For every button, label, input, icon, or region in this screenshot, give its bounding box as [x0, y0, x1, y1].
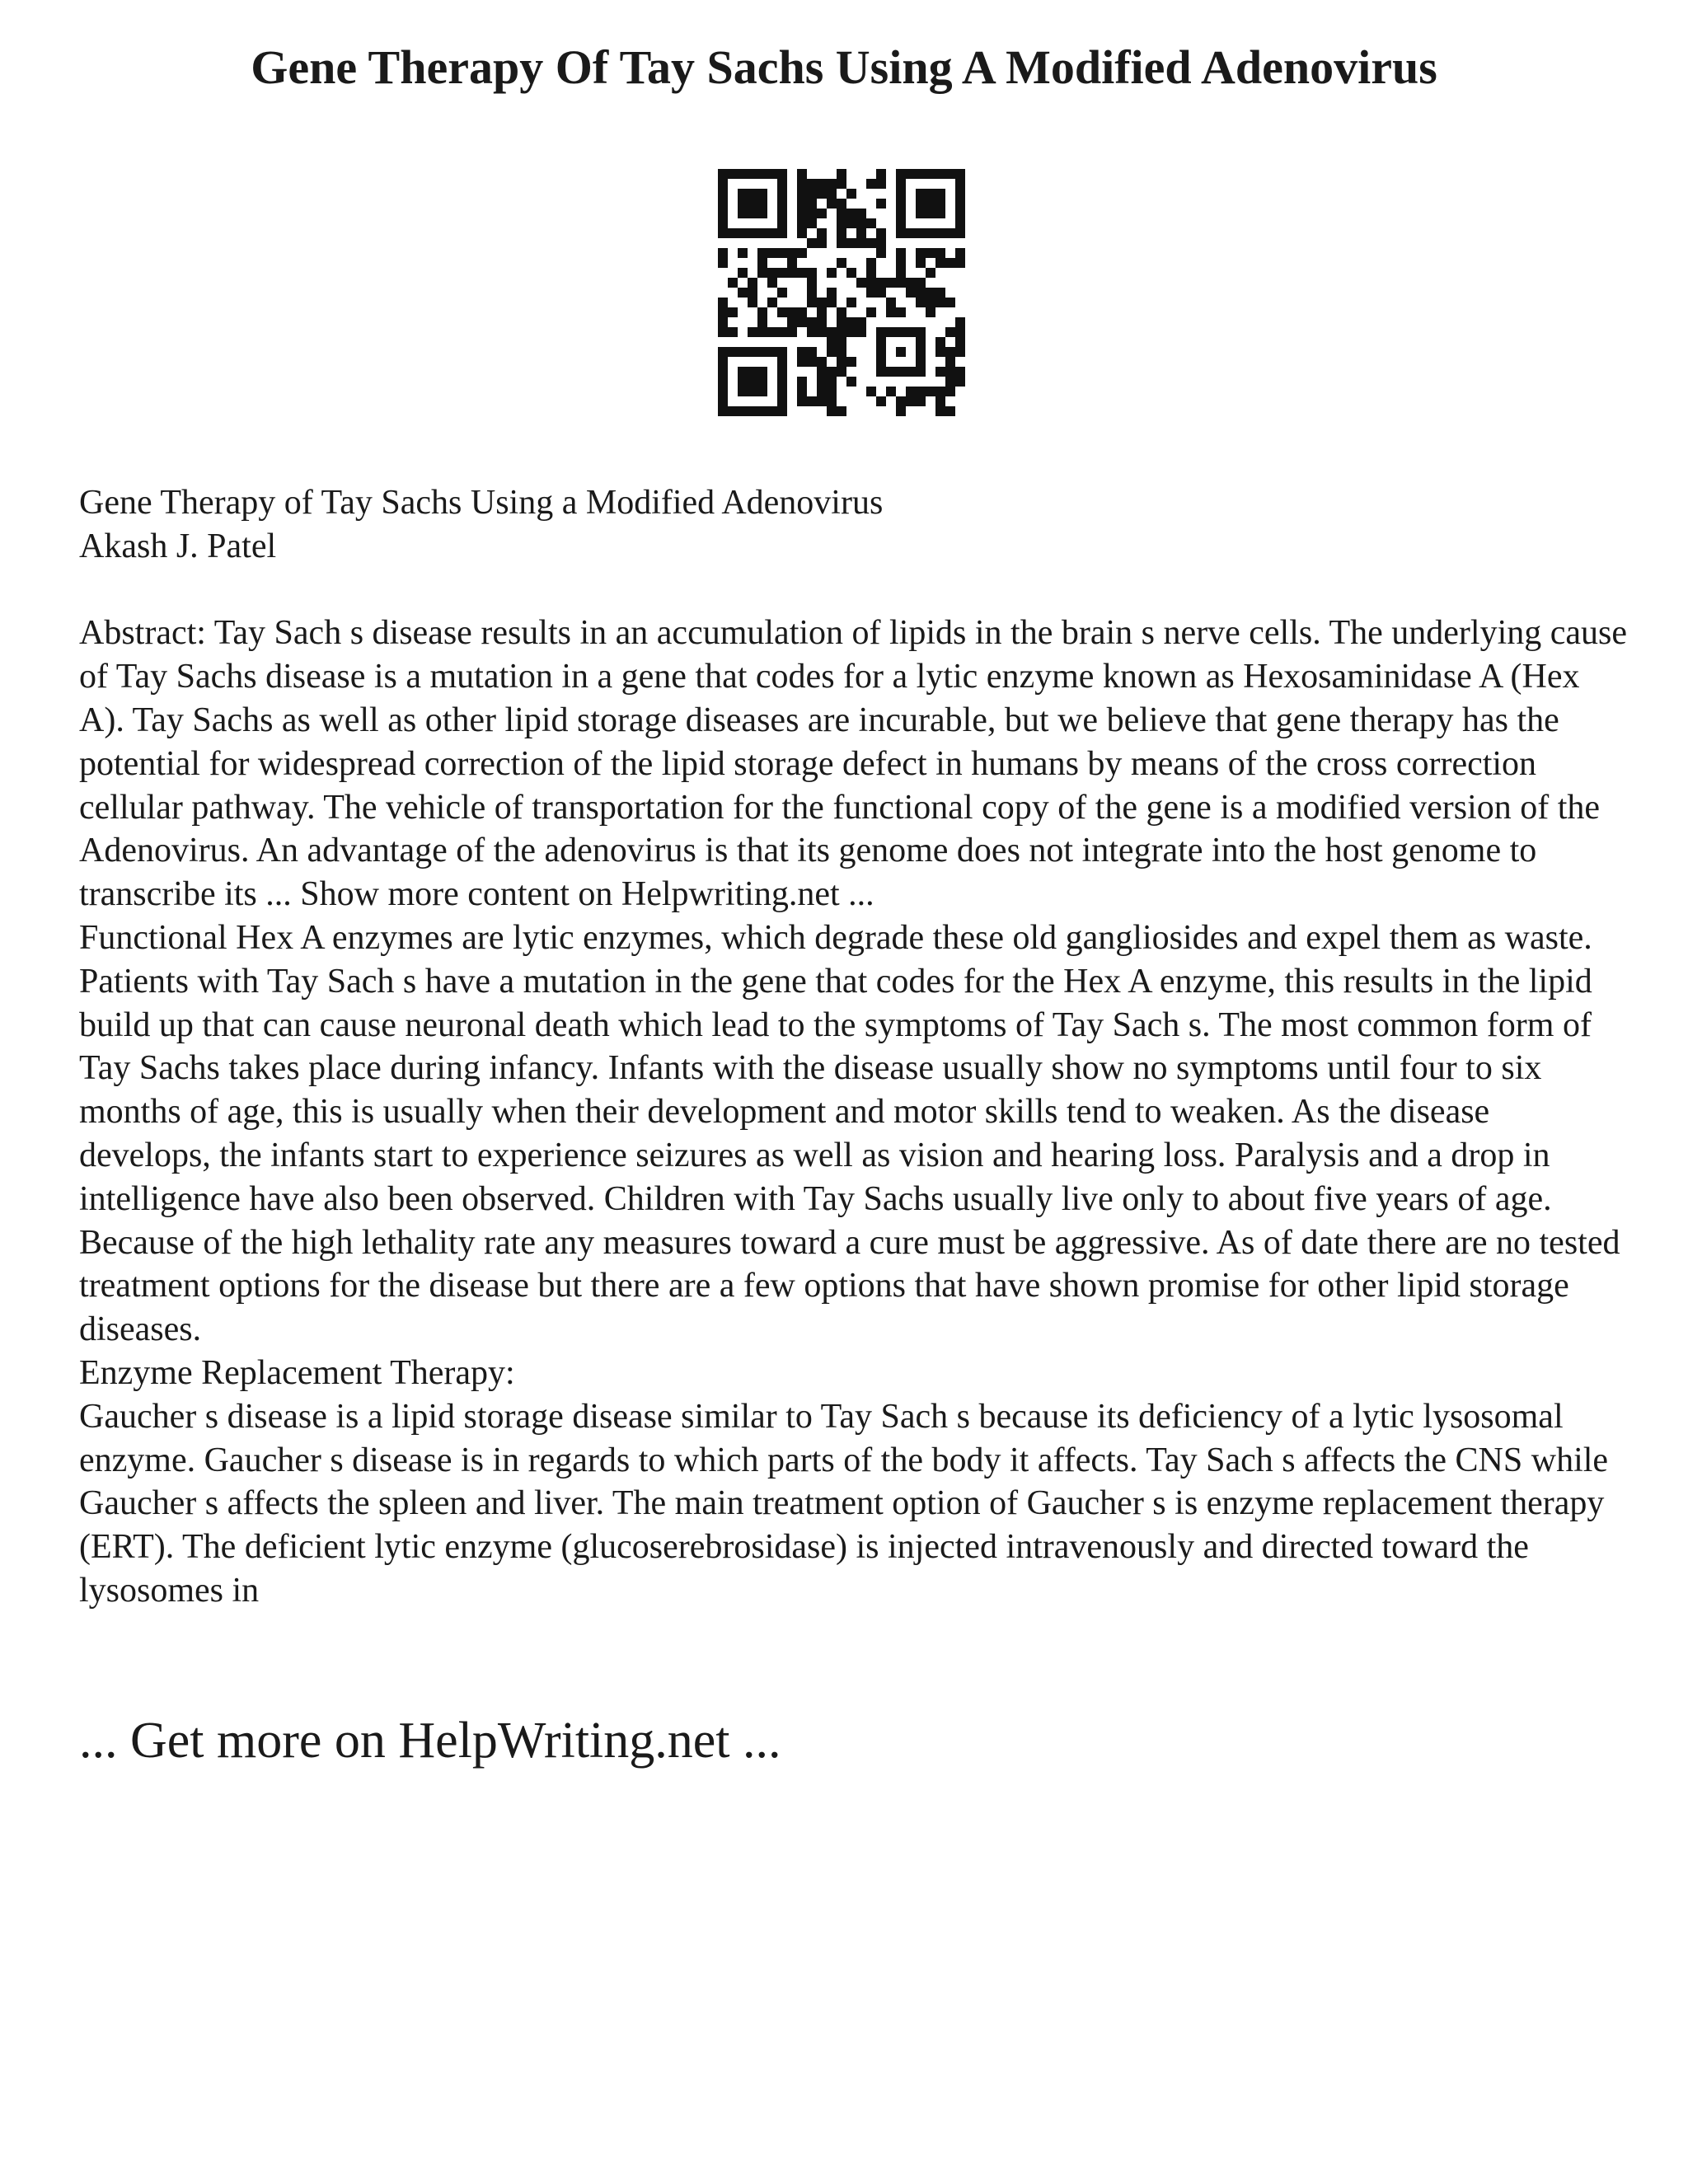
author-name: Akash J. Patel — [79, 527, 277, 565]
document-body — [79, 481, 1629, 1613]
body-paragraph: Functional Hex A enzymes are lytic enzymes, which degrade these old gangliosides and expel them as waste. Patients with Tay Sach s have a mutation in the gene that codes for the Hex A enzyme, this results in the lipid build up that can cause neuronal death which lead to the symptoms of Tay Sach s. The most common form of Tay Sachs takes place during infancy. Infants with the disease usually show no symptoms until four to six months of age, this is usually when their development and motor skills tend to weaken. As the disease develops, the infants start to experience seizures as well as vision and hearing loss. Paralysis and a drop in intelligence have also been observed. Children with Tay Sachs usually live only to about five years of age. Because of the high lethality rate any measures toward a cure must be aggressive. As of date there are no tested treatment options for the disease but there are a few options that have shown promise for other lipid storage diseases. — [79, 918, 1620, 1349]
document-title: Gene Therapy Of Tay Sachs Using A Modified Adenovirus — [251, 40, 1437, 94]
paper-title: Gene Therapy of Tay Sachs Using a Modified Adenovirus — [79, 484, 884, 522]
spacer — [79, 569, 1629, 612]
abstract-paragraph: Abstract: Tay Sach s disease results in an accumulation of lipids in the brain s nerve cells. The underlying cause of Tay Sachs disease is a mutation in a gene that codes for a lytic enzyme known as Hexosaminidase A (Hex A). Tay Sachs as well as other lipid storage diseases are incurable, but we believe that gene therapy has the potential for widespread correction of the lipid storage defect in humans by means of the cross correction cellular pathway. The vehicle of transportation for the functional copy of the gene is a modified version of the Adenovirus. An advantage of the adenovirus is that its genome does not integrate into the host genome to transcribe its ... Show more content on Helpwriting.net ... — [79, 614, 1628, 914]
qr-code-icon — [718, 169, 965, 416]
get-more-link[interactable]: ... Get more on HelpWriting.net ... — [79, 1713, 781, 1769]
body-paragraph: Gaucher s disease is a lipid storage disease similar to Tay Sach s because its deficiency of a lytic lysosomal enzyme. Gaucher s disease is in regards to which parts of the body it affects. Tay Sach s affects the CNS while Gaucher s affects the spleen and liver. The main treatment option of Gaucher s is enzyme replacement therapy (ERT). The deficient lytic enzyme (glucoserebrosidase) is injected intravenously and directed toward the lysosomes in — [79, 1397, 1609, 1610]
section-heading: Enzyme Replacement Therapy: — [79, 1353, 515, 1392]
